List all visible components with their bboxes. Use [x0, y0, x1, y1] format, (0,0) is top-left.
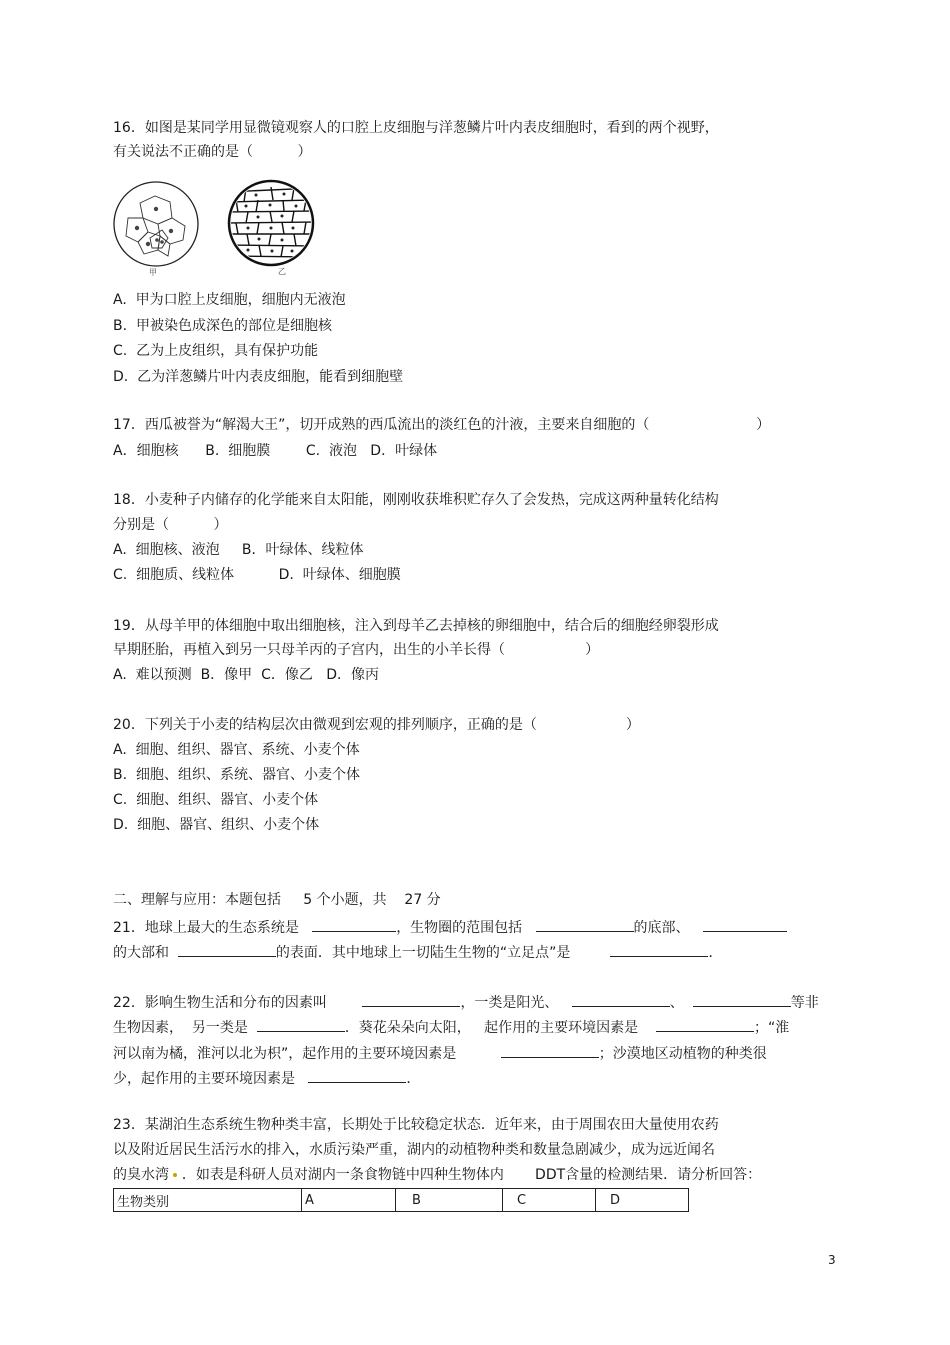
q20-stem: 20．下列关于小麦的结构层次由微观到宏观的排列顺序，正确的是（ ） — [113, 717, 640, 733]
q16-option-c: C. 乙为上皮组织，具有保护功能 — [113, 343, 319, 359]
q19-stem-line1: 19．从母羊甲的体细胞中取出细胞核，注入到母羊乙去掉核的卵细胞中，结合后的细胞经卵裂形成 — [113, 618, 719, 634]
q16-stem-line2: 有关说法不正确的是（ ） — [113, 144, 312, 160]
q22-line1: 22．影响生物生活和分布的因素叫 ，一类是阳光、 、 等非 — [113, 991, 819, 1012]
q21-line2: 的大部和 的表面．其中地球上一切陆生生物的“立足点”是 ． — [113, 941, 722, 962]
answer-blank[interactable] — [656, 1016, 754, 1032]
cheek-cell-figure — [110, 178, 210, 278]
answer-blank[interactable] — [703, 916, 787, 932]
q22-line2: 生物因素， 另一类是 ．葵花朵朵向太阳， 起作用的主要环境因素是 ；“淮 — [113, 1016, 789, 1037]
q18-options-line1: A. 细胞核、液泡 B．叶绿体、线粒体 — [113, 542, 364, 558]
answer-blank[interactable] — [693, 991, 791, 1007]
q20-option-a: A. 细胞、组织、器官、系统、小麦个体 — [113, 742, 360, 758]
q17-stem: 17．西瓜被誉为“解渴大王”，切开成熟的西瓜流出的淡红色的汁液，主要来自细胞的（ ） — [113, 417, 771, 433]
answer-blank[interactable] — [178, 941, 276, 957]
figure-label-jia: 甲 — [149, 268, 157, 277]
table-header-cell: D — [596, 1189, 689, 1212]
q17-options: A．细胞核 B. 细胞膜 C. 液泡 D．叶绿体 — [113, 443, 438, 459]
q16-stem-line1: 16．如图是某同学用显微镜观察人的口腔上皮细胞与洋葱鳞片叶内表皮细胞时，看到的两个视野， — [113, 120, 719, 136]
table-header-cell: B — [396, 1189, 503, 1212]
ddt-table — [113, 1188, 689, 1212]
answer-blank[interactable] — [362, 991, 460, 1007]
q23-line3: 的臭水湾 ．如表是科研人员对湖内一条食物链中四种生物体内 DDT含量的检测结果．请分析回答： — [113, 1167, 762, 1183]
q19-options: A. 难以预测 B．像甲 C．像乙 D．像丙 — [113, 667, 379, 683]
dot-mark — [173, 1173, 177, 1177]
table-header-cell: A — [302, 1189, 396, 1212]
q16-option-d: D. 乙为洋葱鳞片叶内表皮细胞，能看到细胞壁 — [113, 369, 404, 385]
answer-blank[interactable] — [610, 941, 708, 957]
onion-cell-figure — [226, 178, 326, 278]
answer-blank[interactable] — [536, 916, 634, 932]
table-header-cell: 生物类别 — [114, 1189, 302, 1212]
q20-option-b: B. 细胞、组织、系统、器官、小麦个体 — [113, 767, 360, 783]
figure-label-yi: 乙 — [278, 267, 286, 276]
table-header-cell: C — [503, 1189, 596, 1212]
q23-line2: 以及附近居民生活污水的排入，水质污染严重，湖内的动植物种类和数量急剧减少，成为远近闻名 — [113, 1142, 715, 1158]
answer-blank[interactable] — [501, 1042, 599, 1058]
q16-option-a: A. 甲为口腔上皮细胞，细胞内无液泡 — [113, 292, 346, 308]
q19-stem-line2: 早期胚胎，再植入到另一只母羊丙的子宫内，出生的小羊长得（ ） — [113, 642, 600, 658]
section2-heading: 二、理解与应用：本题包括 5 个小题，共 27 分 — [113, 892, 441, 908]
q18-options-line2: C. 细胞质、线粒体 D. 叶绿体、细胞膜 — [113, 567, 401, 583]
q20-option-c: C. 细胞、组织、器官、小麦个体 — [113, 792, 319, 808]
q21-line1: 21．地球上最大的生态系统是 ，生物圈的范围包括 的底部、 — [113, 916, 787, 937]
q16-option-b: B. 甲被染色成深色的部位是细胞核 — [113, 318, 332, 334]
table-row — [114, 1189, 689, 1212]
q22-line4: 少，起作用的主要环境因素是 ． — [113, 1067, 420, 1088]
q18-stem-line1: 18．小麦种子内储存的化学能来自太阳能，刚刚收获堆积贮存久了会发热，完成这两种量转化结构 — [113, 492, 719, 508]
q18-stem-line2: 分别是（ ） — [113, 517, 228, 533]
q23-line1: 23．某湖泊生态系统生物种类丰富，长期处于比较稳定状态．近年来，由于周围农田大量使用农药 — [113, 1117, 719, 1133]
q20-option-d: D. 细胞、器官、组织、小麦个体 — [113, 817, 320, 833]
q22-line3: 河以南为橘，淮河以北为枳”，起作用的主要环境因素是 ；沙漠地区动植物的种类很 — [113, 1042, 767, 1063]
answer-blank[interactable] — [312, 916, 396, 932]
answer-blank[interactable] — [257, 1016, 345, 1032]
answer-blank[interactable] — [308, 1067, 406, 1083]
answer-blank[interactable] — [572, 991, 670, 1007]
page-number: 3 — [828, 1253, 836, 1267]
